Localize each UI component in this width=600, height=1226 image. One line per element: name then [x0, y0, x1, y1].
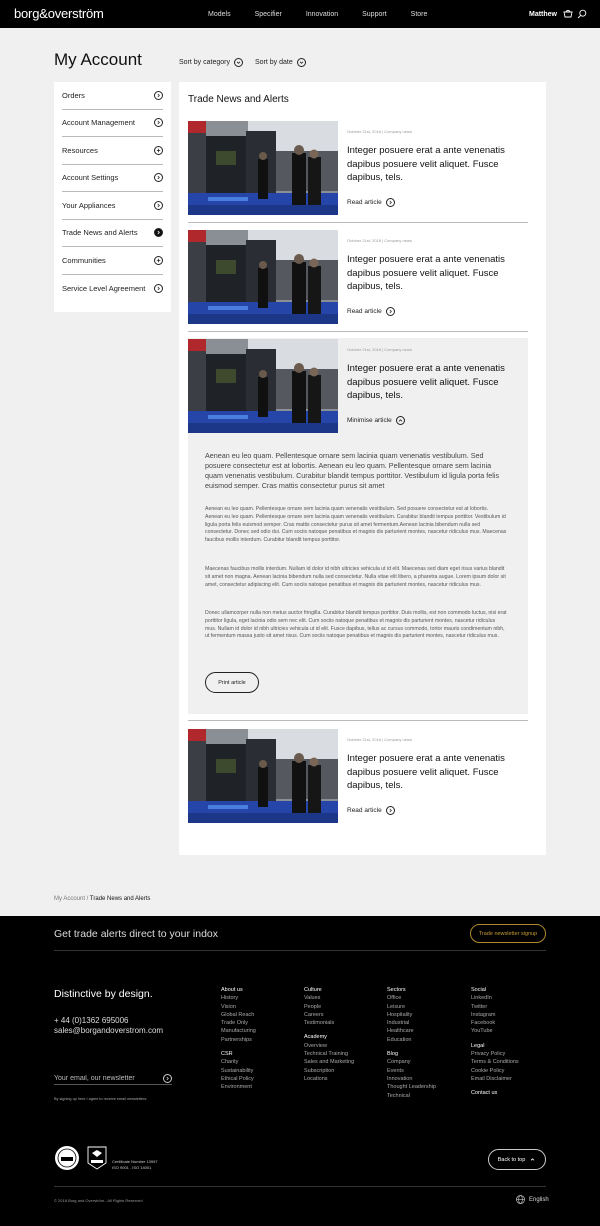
- chevron-right-icon: [154, 91, 163, 100]
- sort-date-label: Sort by date: [255, 59, 293, 66]
- footer-email[interactable]: sales@borgandoverstrom.com: [54, 1026, 164, 1035]
- basket-icon[interactable]: [563, 9, 573, 19]
- plus-circle-icon: [154, 256, 163, 265]
- user-name[interactable]: Matthew: [529, 11, 557, 18]
- breadcrumb-current: Trade News and Alerts: [89, 896, 151, 902]
- submit-arrow-icon[interactable]: [163, 1074, 172, 1083]
- chevron-right-icon: [154, 118, 163, 127]
- footer-link[interactable]: Technical: [387, 1092, 410, 1099]
- sidebar-item-account-management[interactable]: [62, 110, 163, 138]
- footer-phone[interactable]: + 44 (0)1362 695006: [54, 1016, 129, 1025]
- article-paragraph: Maecenas faucibus mollis interdum. Nullam id dolor id nibh ultricies vehicula ut id elit. Maecenas sed diam eget risus varius blandit sit amet non magna. Aenean lacinia bibendum nulla sed consectetur. Nulla vitae elit libero, a pharetra augue. Lorem ipsum dolor sit amet, consectetur adipiscing elit. Cum sociis natoque penatibus et magnis dis parturient montes, nascetur ridiculus mus.: [205, 566, 506, 588]
- chevron-right-icon: [154, 228, 163, 237]
- footer-link[interactable]: Vision: [221, 1003, 236, 1010]
- read-article-label: Read article: [347, 308, 382, 315]
- exhibition-photo: [188, 121, 338, 215]
- footer-tagline: Distinctive by design.: [54, 988, 153, 1000]
- plus-circle-icon: [154, 146, 163, 155]
- breadcrumb-root[interactable]: My Account: [54, 896, 86, 902]
- certificate-number: Certificate Number 13997: [112, 1159, 158, 1164]
- chevron-right-icon: [154, 201, 163, 210]
- footer-column-heading[interactable]: Contact us: [471, 1090, 498, 1097]
- article-thumbnail[interactable]: [188, 230, 338, 324]
- footer-column-heading[interactable]: Sectors: [387, 987, 406, 993]
- chevron-down-icon: [297, 58, 306, 67]
- footer-col-about: [221, 986, 256, 1092]
- footer-link[interactable]: LinkedIn: [471, 995, 492, 1002]
- language-label: English: [529, 1196, 549, 1203]
- article-meta: October 21st, 2018 | Company news: [347, 129, 412, 134]
- article-headline[interactable]: Integer posuere erat a ante venenatis dapibus posuere velit aliquet. Fusce dapibus, tels.: [347, 753, 505, 791]
- sidebar-item-label: Account Management: [62, 118, 135, 128]
- chevron-right-icon: [386, 307, 395, 316]
- back-to-top-label: Back to top: [497, 1156, 526, 1163]
- page-title: My Account: [54, 50, 142, 69]
- footer-link[interactable]: Careers: [304, 1011, 324, 1018]
- nav-innovation[interactable]: Innovation: [305, 11, 339, 18]
- read-article-link[interactable]: [347, 198, 395, 207]
- nav-store[interactable]: Store: [410, 11, 428, 18]
- sidebar-item-label: Account Settings: [62, 173, 119, 183]
- footer-link[interactable]: Events: [387, 1067, 404, 1074]
- article-thumbnail[interactable]: [188, 729, 338, 823]
- sidebar-item-communities[interactable]: [62, 247, 163, 275]
- footer-column-heading[interactable]: Legal: [471, 1042, 485, 1049]
- footer-link[interactable]: Sustainability: [221, 1067, 254, 1074]
- top-bar: [0, 0, 600, 28]
- section-title: Trade News and Alerts: [188, 94, 289, 105]
- sidebar-item-resources[interactable]: [62, 137, 163, 165]
- exhibition-photo: [188, 729, 338, 823]
- read-article-label: Read article: [347, 199, 382, 206]
- footer-column-heading[interactable]: Academy: [304, 1034, 327, 1041]
- sidebar-item-label: Orders: [62, 90, 85, 100]
- footer-link[interactable]: Education: [387, 1036, 412, 1043]
- sidebar-item-label: Your Appliances: [62, 200, 116, 210]
- footer-link[interactable]: Global Reach: [221, 1011, 255, 1018]
- newsletter-consent-note: By signing up here I agree to receive email newsletters.: [54, 1097, 148, 1101]
- footer-column-heading[interactable]: About us: [221, 987, 243, 993]
- breadcrumb-separator: /: [85, 896, 90, 902]
- sidebar-item-label: Communities: [62, 255, 106, 265]
- nav-support[interactable]: Support: [362, 11, 387, 18]
- sort-category-label: Sort by category: [179, 59, 230, 66]
- footer-link[interactable]: History: [221, 995, 239, 1002]
- footer-column-heading[interactable]: Culture: [304, 987, 322, 993]
- footer-col-culture: [304, 986, 354, 1083]
- footer-link[interactable]: Instagram: [471, 1011, 496, 1018]
- article-divider: [188, 720, 528, 721]
- sort-by-category[interactable]: [179, 58, 243, 67]
- sidebar-item-account-settings[interactable]: [62, 165, 163, 193]
- footer-col-sectors: [387, 986, 436, 1100]
- chevron-up-icon: [529, 1156, 536, 1163]
- certificate-info: [112, 1159, 158, 1170]
- footer-link[interactable]: Thought Leadership: [387, 1084, 436, 1091]
- article-meta: October 21st, 2018 | Company news: [347, 238, 412, 243]
- footer-column-heading[interactable]: Social: [471, 987, 486, 993]
- sidebar-item-label: Resources: [62, 145, 98, 155]
- newsletter-signup-button[interactable]: Trade newsletter signup: [470, 924, 546, 943]
- chevron-right-icon: [386, 806, 395, 815]
- read-article-label: Read article: [347, 807, 382, 814]
- newsletter-email-input[interactable]: [54, 1073, 172, 1085]
- chevron-right-icon: [386, 198, 395, 207]
- chevron-up-icon: [396, 416, 405, 425]
- footer-link[interactable]: Environment: [221, 1084, 252, 1091]
- search-icon[interactable]: [577, 9, 587, 19]
- read-article-label: Minimise article: [347, 417, 392, 424]
- footer-column-heading[interactable]: Blog: [387, 1051, 399, 1058]
- footer-link[interactable]: Facebook: [471, 1020, 496, 1027]
- footer-link[interactable]: Technical Training: [304, 1051, 349, 1058]
- minimise-article-link[interactable]: [347, 416, 405, 425]
- article-headline[interactable]: Integer posuere erat a ante venenatis dapibus posuere velit aliquet. Fusce dapibus, tels.: [347, 145, 505, 183]
- footer-link[interactable]: Hospitality: [387, 1011, 413, 1018]
- footer-link[interactable]: Innovation: [387, 1075, 413, 1082]
- newsletter-heading: Get trade alerts direct to your indox: [54, 928, 218, 940]
- footer-link[interactable]: Overview: [304, 1042, 327, 1049]
- read-article-link[interactable]: [347, 307, 395, 316]
- chevron-right-icon: [154, 173, 163, 182]
- main-panel: [179, 82, 546, 855]
- exhibition-photo: [188, 339, 338, 433]
- footer-link[interactable]: Office: [387, 995, 402, 1002]
- site-footer: [0, 916, 600, 1226]
- print-article-button[interactable]: Print article: [205, 672, 259, 693]
- sidebar-item-your-appliances[interactable]: [62, 192, 163, 220]
- footer-link[interactable]: Industrial: [387, 1020, 410, 1027]
- ukas-mark-icon: [84, 1145, 110, 1171]
- back-to-top-button[interactable]: [488, 1149, 546, 1170]
- chevron-down-icon: [234, 58, 243, 67]
- chevron-right-icon: [154, 284, 163, 293]
- main-nav: [208, 11, 451, 18]
- footer-col-social: [471, 986, 519, 1098]
- sidebar-item-orders[interactable]: [62, 82, 163, 110]
- read-article-link[interactable]: [347, 806, 395, 815]
- footer-link[interactable]: Partnerships: [221, 1036, 252, 1043]
- exhibition-photo: [188, 230, 338, 324]
- sidebar-item-service-level-agreement[interactable]: [62, 275, 163, 303]
- footer-link[interactable]: Privacy Policy: [471, 1051, 506, 1058]
- footer-divider: [54, 1186, 546, 1187]
- article-divider: [188, 331, 528, 332]
- footer-link[interactable]: People: [304, 1003, 322, 1010]
- certification-seal-icon: [54, 1145, 80, 1171]
- footer-divider: [54, 950, 546, 951]
- brand-logo[interactable]: borg&overström: [14, 6, 104, 21]
- footer-link[interactable]: Ethical Policy: [221, 1075, 254, 1082]
- copyright: © 2018 Borg and Overström - All Rights Reserved: [54, 1198, 143, 1203]
- article-headline[interactable]: Integer posuere erat a ante venenatis dapibus posuere velit aliquet. Fusce dapibus, tels.: [347, 254, 505, 292]
- footer-link[interactable]: Locations: [304, 1075, 328, 1082]
- article-meta: October 21st, 2018 | Company news: [347, 347, 412, 352]
- article-meta: October 21st, 2018 | Company news: [347, 737, 412, 742]
- sidebar-item-label: Trade News and Alerts: [62, 228, 138, 238]
- article-headline[interactable]: Integer posuere erat a ante venenatis dapibus posuere velit aliquet. Fusce dapibus, tels.: [347, 363, 505, 401]
- article-lead: Aenean eu leo quam. Pellentesque ornare sem lacinia quam venenatis vestibulum. Sed posuere consectetur est at lobortis. Aenean eu leo quam. Pellentesque ornare sem lacinia quam venenatis vestibulum. Curabitur blandit tempus porttitor. Vestibulum id ligula porta felis euismod semper. Cras mattis consectetur purus sit amet: [205, 451, 500, 490]
- footer-link[interactable]: Testimonials: [304, 1020, 335, 1027]
- globe-icon: [516, 1195, 525, 1204]
- footer-link[interactable]: Cookie Policy: [471, 1067, 505, 1074]
- account-sidebar: [54, 82, 171, 312]
- sort-by-date[interactable]: [255, 58, 306, 67]
- footer-link[interactable]: Charity: [221, 1059, 239, 1066]
- certificate-standards: ISO 9001 , ISO 14001: [112, 1164, 152, 1170]
- sidebar-item-label: Service Level Agreement: [62, 283, 146, 293]
- footer-link[interactable]: Trade Only: [221, 1020, 249, 1027]
- footer-link[interactable]: Leisure: [387, 1003, 406, 1010]
- footer-link[interactable]: Values: [304, 995, 321, 1002]
- footer-column-heading[interactable]: CSR: [221, 1051, 233, 1058]
- footer-link[interactable]: Healthcare: [387, 1028, 414, 1035]
- footer-link[interactable]: Twitter: [471, 1003, 488, 1010]
- footer-link[interactable]: Email Disclaimer: [471, 1075, 512, 1082]
- article-paragraph: Donec ullamcorper nulla non metus auctor fringilla. Curabitur blandit tempus porttitor. Duis mollis, est non commodo luctus, nisi erat porttitor ligula, eget lacinia odio sem nec elit. Cum sociis natoque penatibus et magnis dis parturient montes, nascetur ridiculus mus. Nullam id dolor id nibh ultricies vehicula ut id elit. Fusce dapibus, tellus ac cursus commodo, tortor mauris condimentum nibh, ut fermentum massa justo sit amet risus. Cum sociis natoque penatibus et magnis dis parturient montes, nascetur ridiculus mus.: [205, 610, 507, 640]
- nav-specifier[interactable]: Specifier: [254, 11, 282, 18]
- article-thumbnail[interactable]: [188, 121, 338, 215]
- footer-link[interactable]: Sales and Marketing: [304, 1059, 355, 1066]
- nav-models[interactable]: Models: [208, 11, 231, 18]
- language-selector[interactable]: [516, 1195, 549, 1204]
- article-thumbnail[interactable]: [188, 339, 338, 433]
- sidebar-item-trade-news-and-alerts[interactable]: [62, 220, 163, 248]
- article-paragraph: Aenean eu leo quam. Pellentesque ornare sem lacinia quam venenatis vestibulum. Sed posuere consectetur est at lobortis. Aenean eu leo quam. Pellentesque ornare sem lacinia quam venenatis vestibulum. Curabitur blandit tempus porttitor. Vestibulum id ligula porta felis euismod semper. Cras mattis consectetur purus sit amet fermentum.Aenean lacinia bibendum nulla sed consectetur. Donec sed odio dui. Cum sociis natoque penatibus et magnis dis parturient montes, nascetur ridiculus mus. Maecenas faucibus mollis interdum. Curabitur blandit tempus porttitor.: [205, 506, 507, 544]
- footer-link[interactable]: Manufacturing: [221, 1028, 256, 1035]
- footer-link[interactable]: Terms & Conditions: [471, 1059, 519, 1066]
- footer-link[interactable]: Company: [387, 1059, 411, 1066]
- article-divider: [188, 222, 528, 223]
- footer-link[interactable]: Subscription: [304, 1067, 335, 1074]
- footer-link[interactable]: YouTube: [471, 1028, 493, 1035]
- breadcrumb: [54, 896, 150, 902]
